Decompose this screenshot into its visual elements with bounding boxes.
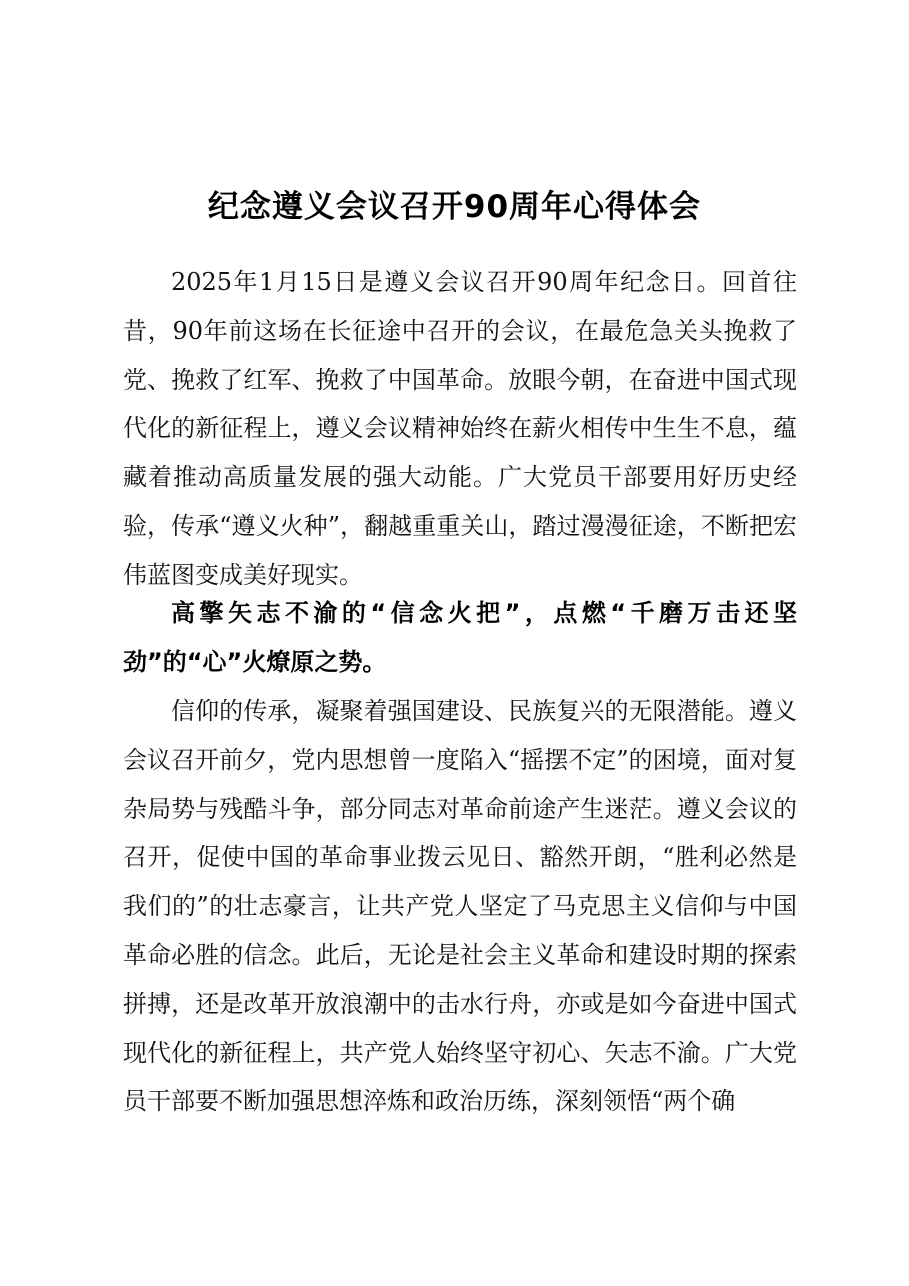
section-paragraph: 信仰的传承，凝聚着强国建设、民族复兴的无限潜能。遵义会议召开前夕，党内思想曾一度陷入“摇摆不定”的困境，面对复杂局势与残酷斗争，部分同志对革命前途产生迷茫。遵义会议的召开，促使中国的革命事业拨云见日、豁然开朗，“胜利必然是我们的”的壮志豪言，让共产党人坚定了马克思主义信仰与中国革命必胜的信念。此后，无论是社会主义革命和建设时期的探索拼搏，还是改革开放浪潮中的击水行舟，亦或是如今奋进中国式现代化的新征程上，共产党人始终坚守初心、矢志不渝。广大党员干部要不断加强思想淬炼和政治历练，深刻领悟“两个确 [123,697,797,1116]
section-heading: 高擎矢志不渝的“信念火把”，点燃“千磨万击还坚劲”的“心”火燎原之势。 [123,599,797,676]
intro-paragraph: 2025年1月15日是遵义会议召开90周年纪念日。回首往昔，90年前这场在长征途中召开的会议，在最危急关头挽救了党、挽救了红军、挽救了中国革命。放眼今朝，在奋进中国式现代化的新征程上，遵义会议精神始终在薪火相传中生生不息，蕴藏着推动高质量发展的强大动能。广大党员干部要用好历史经验，传承“遵义火种”，翻越重重关山，踏过漫漫征途，不断把宏伟蓝图变成美好现实。 [123,268,797,589]
document-title: 纪念遵义会议召开90周年心得体会 [207,189,702,225]
